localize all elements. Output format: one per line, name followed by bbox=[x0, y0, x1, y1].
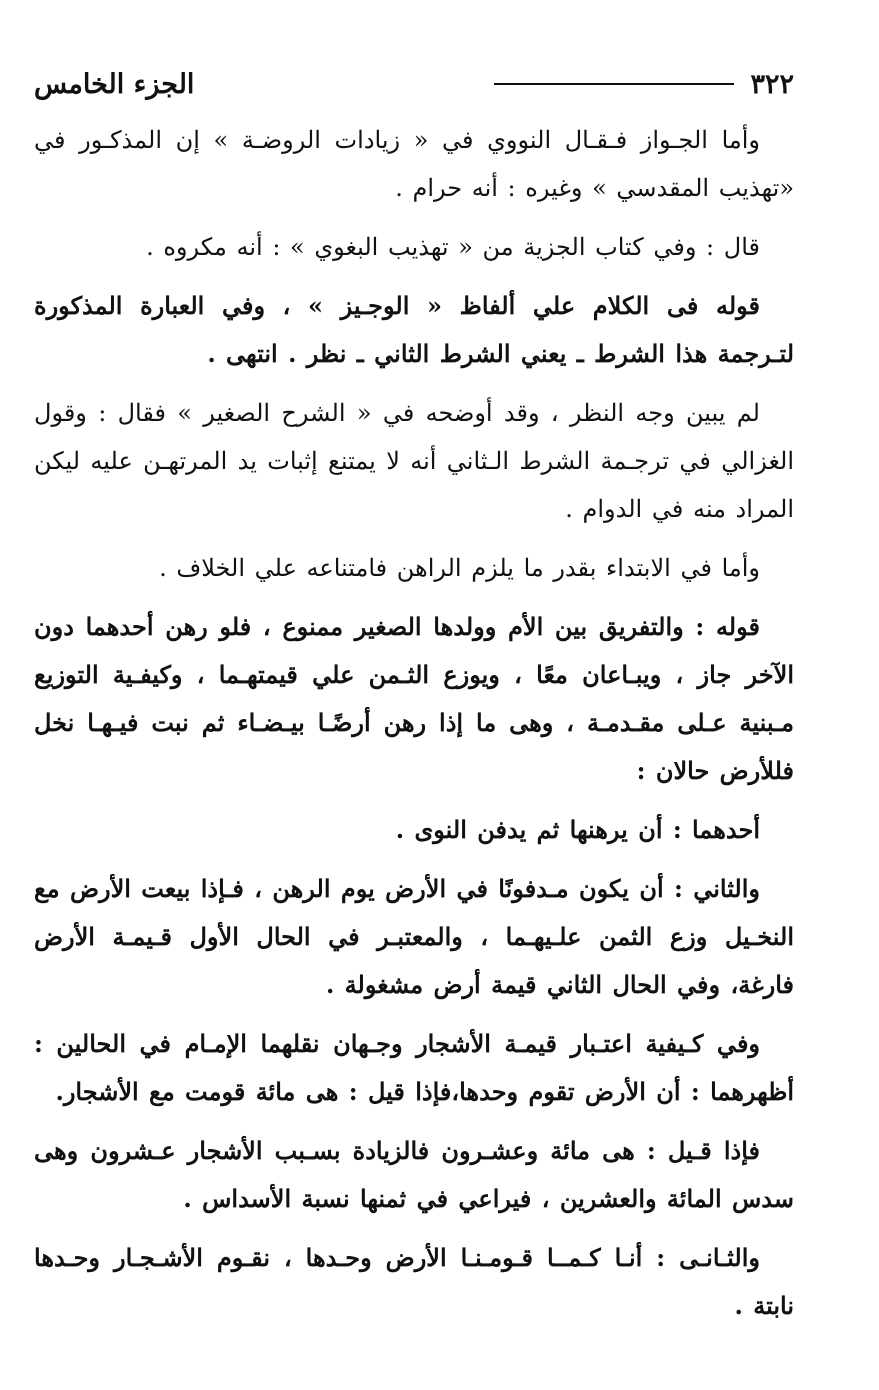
paragraph: وأما الجـواز فـقـال النووي في « زيادات الروضـة » إن المذكـور في «تهذيب المقدسي » وغيره : أنه حرام . bbox=[34, 126, 794, 202]
paragraph: وأما في الابتداء بقدر ما يلزم الراهن فامتناعه علي الخلاف . bbox=[159, 554, 760, 582]
paragraph: قال : وفي كتاب الجزية من « تهذيب البغوي » : أنه مكروه . bbox=[146, 233, 760, 261]
paragraph: والثـانـى : أنـا كـمــا قـومـنـا الأرض وحـدها ، نقـوم الأشـجـار وحـدها نابتة . bbox=[34, 1243, 794, 1320]
paragraph: فإذا قـيل : هى مائة وعشـرون فالزيادة بسـبب الأشجار عـشرون وهى سدس المائة والعشرين ، فيراعي في ثمنها نسبة الأسداس . bbox=[34, 1136, 794, 1213]
paragraph: والثاني : أن يكون مـدفونًا في الأرض يوم الرهن ، فـإذا بيعت الأرض مع النخـيل وزع الثمن علـيهـما ، والمعتبـر في الحال الأول قـيمـة الأرض فارغة، وفي الحال الثاني قيمة أرض مشغولة . bbox=[34, 874, 794, 999]
paragraph: وفي كـيفية اعتـبار قيمـة الأشجار وجـهان نقلهما الإمـام في الحالين : أظهرهما : أن الأرض تقوم وحدها،فإذا قيل : هى مائة قومت مع الأشجار. bbox=[34, 1029, 794, 1106]
page-number: ٣٢٢ bbox=[750, 68, 794, 100]
paragraph: لم يبين وجه النظر ، وقد أوضحه في « الشرح الصغير » فقال : وقول الغزالي في ترجـمة الشرط الـثاني أنه لا يمتنع إثبات يد المرتهـن عليه ليكن المراد منه في الدوام . bbox=[34, 399, 794, 523]
header-rule bbox=[494, 83, 734, 85]
paragraph: قوله فى الكلام علي ألفاظ « الوجـيز » ، وفي العبارة المذكورة لتـرجمة هذا الشرط ـ يعني الشرط الثاني ـ نظر . انتهى . bbox=[34, 291, 794, 368]
paragraph: قوله : والتفريق بين الأم وولدها الصغير ممنوع ، فلو رهن أحدهما دون الآخر جاز ، ويبـاعان معًا ، ويوزع الثـمن علي قيمتهـما ، وكيفـية التوزيع مـبنية عـلى مقـدمـة ، وهى ما إذا رهن أرضًـا بيـضـاء ثم نبت فيـهـا نخل فللأرض حالان : bbox=[34, 612, 794, 785]
page-header bbox=[34, 62, 794, 106]
book-page bbox=[34, 62, 794, 1341]
page-body bbox=[34, 116, 794, 1330]
running-title: الجزء الخامس bbox=[34, 68, 195, 100]
paragraph: أحدهما : أن يرهنها ثم يدفن النوى . bbox=[395, 815, 760, 844]
